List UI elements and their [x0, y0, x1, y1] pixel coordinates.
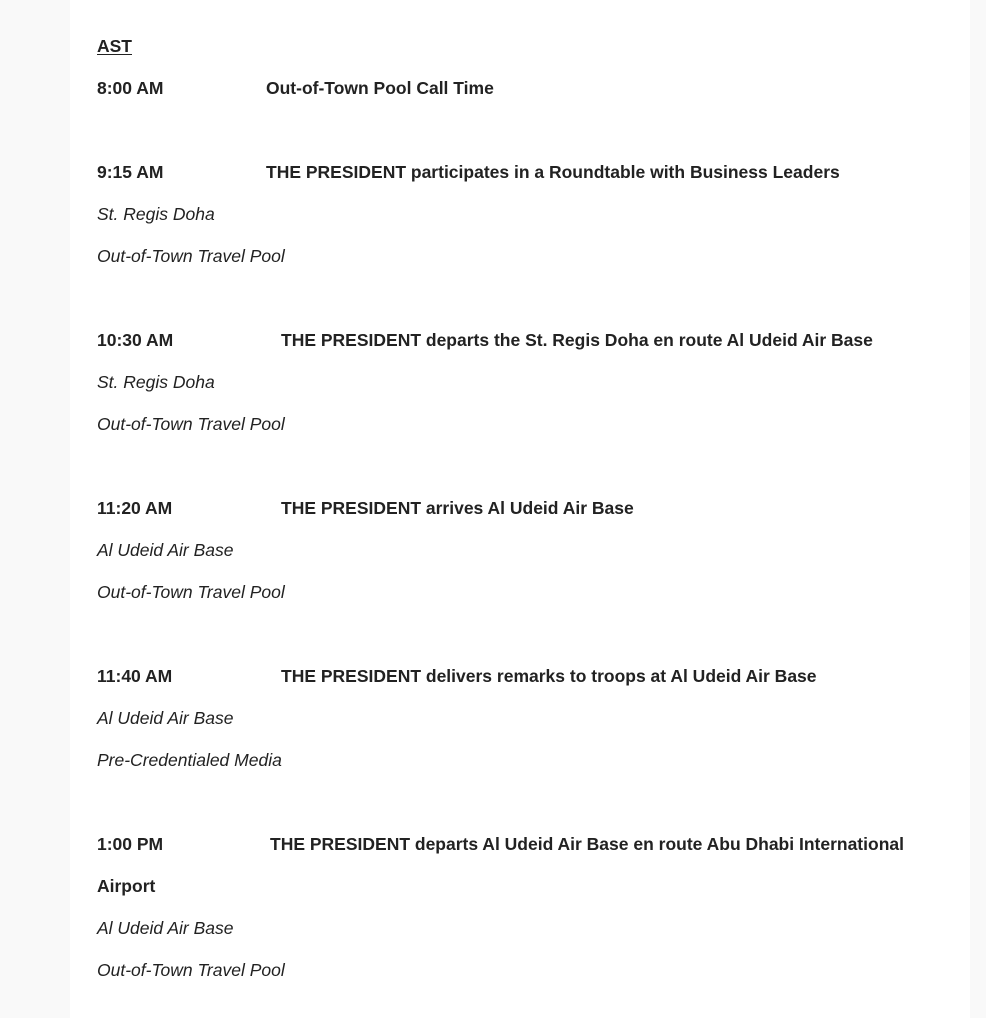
event-time: 11:40 AM — [97, 666, 173, 686]
event-time: 10:30 AM — [97, 330, 174, 350]
timezone-heading: AST — [97, 36, 132, 56]
event-title: THE PRESIDENT arrives Al Udeid Air Base — [281, 498, 634, 518]
event-location: St. Regis Doha — [97, 372, 215, 392]
schedule-page — [70, 0, 970, 1018]
event-coverage: Out-of-Town Travel Pool — [97, 582, 285, 602]
event-title-continued: Airport — [97, 876, 156, 896]
event-location: Al Udeid Air Base — [97, 708, 234, 728]
event-title: THE PRESIDENT departs Al Udeid Air Base en route Abu Dhabi International — [270, 834, 904, 854]
event-location: St. Regis Doha — [97, 204, 215, 224]
event-coverage: Out-of-Town Travel Pool — [97, 414, 285, 434]
event-title: THE PRESIDENT departs the St. Regis Doha en route Al Udeid Air Base — [281, 330, 873, 350]
event-coverage: Out-of-Town Travel Pool — [97, 960, 285, 980]
event-time: 8:00 AM — [97, 78, 164, 98]
event-title: THE PRESIDENT delivers remarks to troops at Al Udeid Air Base — [281, 666, 817, 686]
event-title: THE PRESIDENT participates in a Roundtable with Business Leaders — [266, 162, 840, 182]
event-coverage: Pre-Credentialed Media — [97, 750, 282, 770]
event-time: 9:15 AM — [97, 162, 164, 182]
event-time: 11:20 AM — [97, 498, 173, 518]
event-title: Out-of-Town Pool Call Time — [266, 78, 494, 98]
event-coverage: Out-of-Town Travel Pool — [97, 246, 285, 266]
event-location: Al Udeid Air Base — [97, 918, 234, 938]
event-time: 1:00 PM — [97, 834, 164, 854]
event-location: Al Udeid Air Base — [97, 540, 234, 560]
